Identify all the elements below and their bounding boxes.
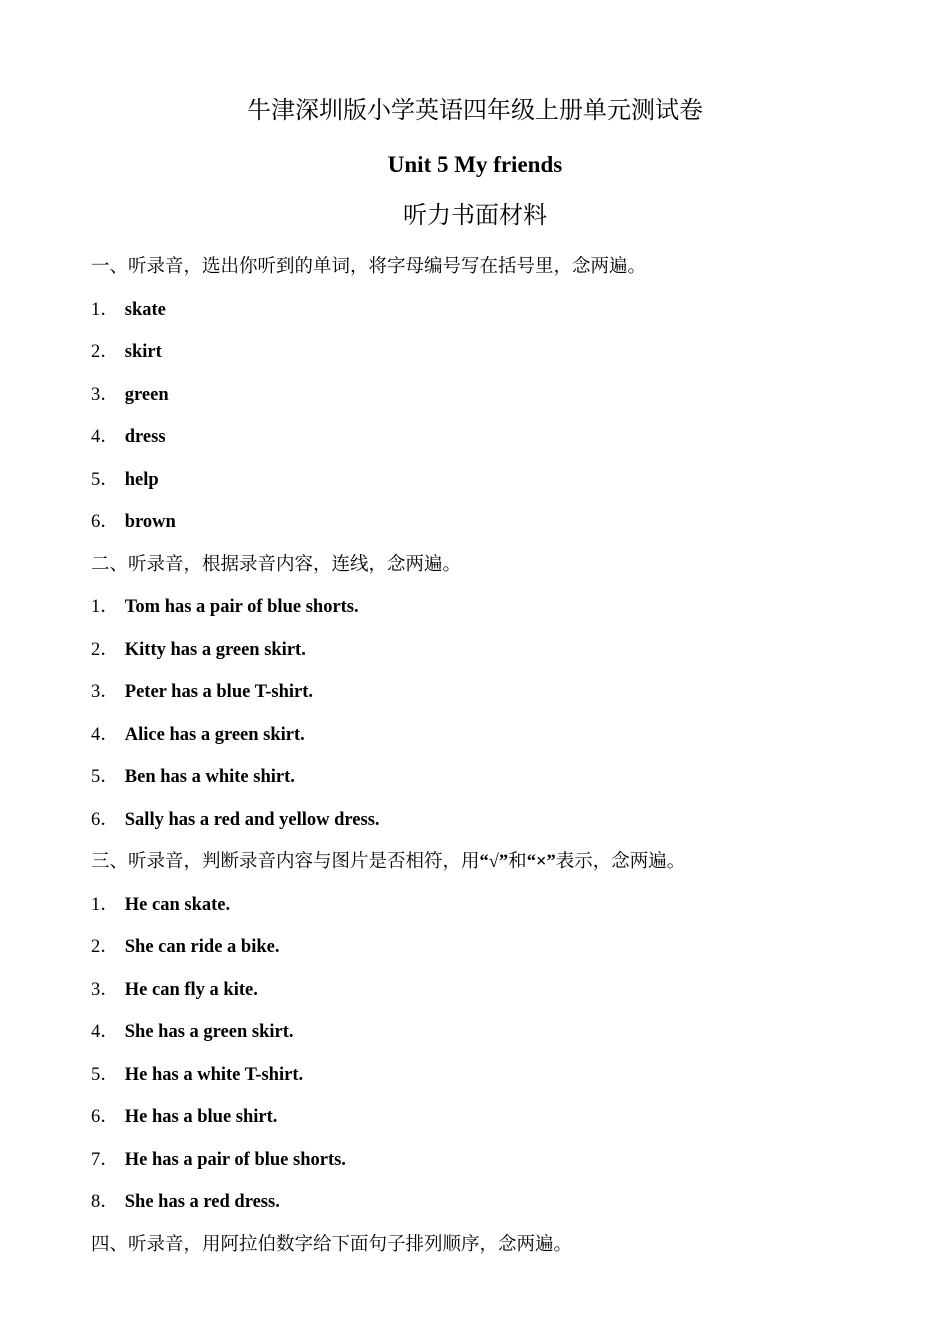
- heading-text: 表示，念两遍。: [555, 852, 686, 872]
- section-1-heading: 一、听录音，选出你听到的单词，将字母编号写在括号里，念两遍。: [91, 257, 647, 277]
- item-text: Sally has a red and yellow dress.: [124, 809, 380, 830]
- item-text: skate: [124, 299, 166, 320]
- item-number: 2: [91, 937, 101, 957]
- item-number: 2: [91, 342, 101, 362]
- item-number: 4: [91, 1022, 101, 1042]
- list-item: [91, 593, 891, 621]
- cross-mark-symbol: “×”: [526, 852, 556, 872]
- list-item: [91, 466, 891, 494]
- item-text: Alice has a green skirt.: [124, 724, 305, 745]
- item-text: He can fly a kite.: [124, 979, 258, 1000]
- material-title: 听力书面材料: [403, 203, 547, 229]
- list-item: [91, 721, 891, 749]
- item-number: 6: [91, 512, 101, 532]
- list-item: [91, 381, 891, 409]
- list-item: [91, 891, 891, 919]
- list-item: [91, 806, 891, 834]
- item-separator: ．: [100, 979, 119, 1000]
- list-item: [91, 636, 891, 664]
- item-text: He has a pair of blue shorts.: [124, 1149, 346, 1170]
- item-text: Ben has a white shirt.: [124, 767, 295, 787]
- item-number: 2: [91, 639, 101, 660]
- item-number: 6: [91, 809, 101, 830]
- list-item: [91, 338, 891, 366]
- item-separator: ．: [100, 1149, 119, 1170]
- item-separator: ．: [100, 342, 119, 362]
- item-number: 1: [91, 894, 101, 915]
- list-item: [91, 976, 891, 1004]
- document-body: [91, 253, 891, 1273]
- item-number: 3: [91, 682, 101, 702]
- item-text: Kitty has a green skirt.: [124, 639, 306, 660]
- item-text: help: [124, 469, 159, 490]
- item-separator: ．: [100, 384, 119, 405]
- item-number: 3: [91, 384, 101, 405]
- item-separator: ．: [100, 1192, 119, 1212]
- list-item: [91, 423, 891, 451]
- list-item: [91, 763, 891, 791]
- list-item: [91, 1103, 891, 1131]
- item-text: She has a red dress.: [124, 1192, 280, 1212]
- list-item: [91, 508, 891, 536]
- item-separator: ．: [100, 469, 119, 490]
- section-3-heading: [91, 848, 891, 876]
- item-separator: ．: [100, 639, 119, 660]
- item-separator: ．: [100, 682, 119, 702]
- item-number: 5: [91, 1064, 101, 1085]
- item-text: Tom has a pair of blue shorts.: [124, 597, 359, 617]
- item-number: 5: [91, 469, 101, 490]
- item-number: 3: [91, 979, 101, 1000]
- item-text: She has a green skirt.: [124, 1022, 294, 1042]
- item-separator: ．: [100, 1022, 119, 1042]
- item-separator: ．: [100, 597, 119, 617]
- unit-title: Unit 5 My friends: [387, 152, 563, 177]
- list-item: [91, 678, 891, 706]
- item-separator: ．: [100, 1107, 119, 1127]
- item-separator: ．: [100, 427, 119, 447]
- section-4-heading: 四、听录音，用阿拉伯数字给下面句子排列顺序，念两遍。: [91, 1234, 573, 1255]
- heading-text: 三、听录音，判断录音内容与图片是否相符，用: [91, 852, 480, 872]
- item-text: skirt: [124, 342, 162, 362]
- item-number: 4: [91, 427, 101, 447]
- item-separator: ．: [100, 937, 119, 957]
- check-mark-symbol: “√”: [479, 852, 509, 872]
- item-number: 8: [91, 1192, 101, 1212]
- item-separator: ．: [100, 809, 119, 830]
- item-text: He can skate.: [124, 894, 231, 915]
- list-item: [91, 1146, 891, 1174]
- item-separator: ．: [100, 894, 119, 915]
- item-number: 1: [91, 597, 101, 617]
- item-separator: ．: [100, 767, 119, 787]
- item-text: He has a white T-shirt.: [124, 1064, 304, 1085]
- document-title: 牛津深圳版小学英语四年级上册单元测试卷: [247, 98, 703, 124]
- item-text: She can ride a bike.: [124, 937, 280, 957]
- list-item: [91, 296, 891, 324]
- item-text: Peter has a blue T-shirt.: [124, 682, 314, 702]
- heading-text: 和: [508, 852, 527, 872]
- item-separator: ．: [100, 512, 119, 532]
- item-text: He has a blue shirt.: [124, 1107, 278, 1127]
- item-number: 7: [91, 1149, 101, 1170]
- item-number: 5: [91, 767, 101, 787]
- list-item: [91, 1188, 891, 1216]
- item-text: brown: [124, 512, 176, 532]
- list-item: [91, 1018, 891, 1046]
- item-text: green: [124, 384, 169, 405]
- item-number: 6: [91, 1107, 101, 1127]
- item-separator: ．: [100, 299, 119, 320]
- section-2-heading: 二、听录音，根据录音内容，连线，念两遍。: [91, 554, 462, 575]
- item-text: dress: [124, 427, 166, 447]
- item-separator: ．: [100, 1064, 119, 1085]
- item-separator: ．: [100, 724, 119, 745]
- list-item: [91, 1061, 891, 1089]
- item-number: 4: [91, 724, 101, 745]
- item-number: 1: [91, 299, 101, 320]
- list-item: [91, 933, 891, 961]
